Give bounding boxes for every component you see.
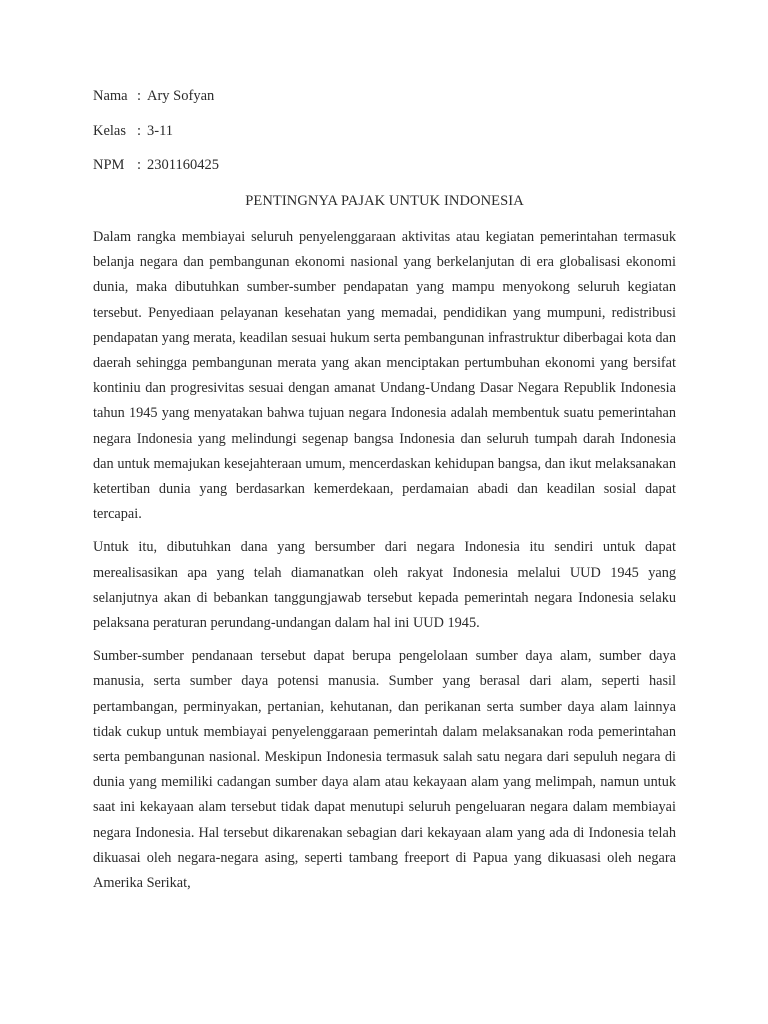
class-value: 3-11 [147, 122, 174, 139]
name-row [93, 87, 393, 105]
student-info [93, 87, 393, 191]
class-row [93, 122, 393, 140]
paragraph-2: Untuk itu, dibutuhkan dana yang bersumber dari negara Indonesia itu sendiri untuk dapat merealisasikan apa yang telah diamanatkan oleh rakyat Indonesia melalui UUD 1945 yang selanjutnya akan di bebankan tanggungjawab tersebut kepada pemerintah negara Indonesia selaku pelaksana peraturan perundang-undangan dalam hal ini UUD 1945. [93, 539, 676, 632]
document-title: PENTINGNYA PAJAK UNTUK INDONESIA [245, 193, 524, 209]
paragraph-3: Sumber-sumber pendanaan tersebut dapat berupa pengelolaan sumber daya alam, sumber daya manusia, serta sumber daya potensi manusia. Sumber yang berasal dari alam, seperti hasil pertambangan, perminyakan, pertanian, kehutanan, dan perikanan serta sumber daya alam lainnya tidak cukup untuk membiayai penyelenggaraan pemerintah dalam melaksanakan roda pemerintahan serta pembangunan nasional. Meskipun Indonesia termasuk salah satu negara dari sepuluh negara di dunia yang memiliki cadangan sumber daya alam atau kekayaan alam yang melimpah, namun untuk saat ini kekayaan alam tersebut tidak dapat menutupi seluruh pengeluaran negara dalam membiayai negara Indonesia. Hal tersebut dikarenakan sebagian dari kekayaan alam yang ada di Indonesia telah dikuasai oleh negara-negara asing, seperti tambang freeport di Papua yang dikuasasi oleh negara Amerika Serikat, [93, 648, 676, 892]
class-label: Kelas [93, 122, 127, 139]
npm-label: NPM [93, 157, 125, 173]
npm-row [93, 156, 393, 174]
document-body [93, 225, 676, 904]
npm-separator: : [137, 157, 142, 173]
name-separator: : [137, 88, 142, 104]
name-label: Nama [93, 88, 128, 104]
paragraph-1: Dalam rangka membiayai seluruh penyelenggaraan aktivitas atau kegiatan pemerintahan termasuk belanja negara dan pembangunan ekonomi nasional yang berkelanjutan di era globalisasi ekonomi dunia, maka dibutuhkan sumber-sumber pendapatan yang mampu menyokong seluruh kegiatan tersebut. Penyediaan pelayanan kesehatan yang memadai, pendidikan yang mumpuni, redistribusi pendapatan yang merata, keadilan sesuai hukum serta pembangunan infrastruktur diberbagai kota dan daerah sehingga pembangunan merata yang akan menciptakan pertumbuhan ekonomi yang bersifat kontiniu dan progresivitas sesuai dengan amanat Undang-Undang Dasar Negara Republik Indonesia tahun 1945 yang menyatakan bahwa tujuan negara Indonesia adalah membentuk suatu pemerintahan negara Indonesia yang melindungi segenap bangsa Indonesia dan seluruh tumpah darah Indonesia dan untuk memajukan kesejahteraan umum, mencerdaskan kehidupan bangsa, dan ikut melaksanakan ketertiban dunia yang berdasarkan kemerdekaan, perdamaian abadi dan keadilan sosial dapat tercapai. [93, 229, 676, 523]
class-separator: : [137, 122, 142, 139]
npm-value: 2301160425 [147, 157, 219, 173]
name-value: Ary Sofyan [147, 88, 215, 104]
